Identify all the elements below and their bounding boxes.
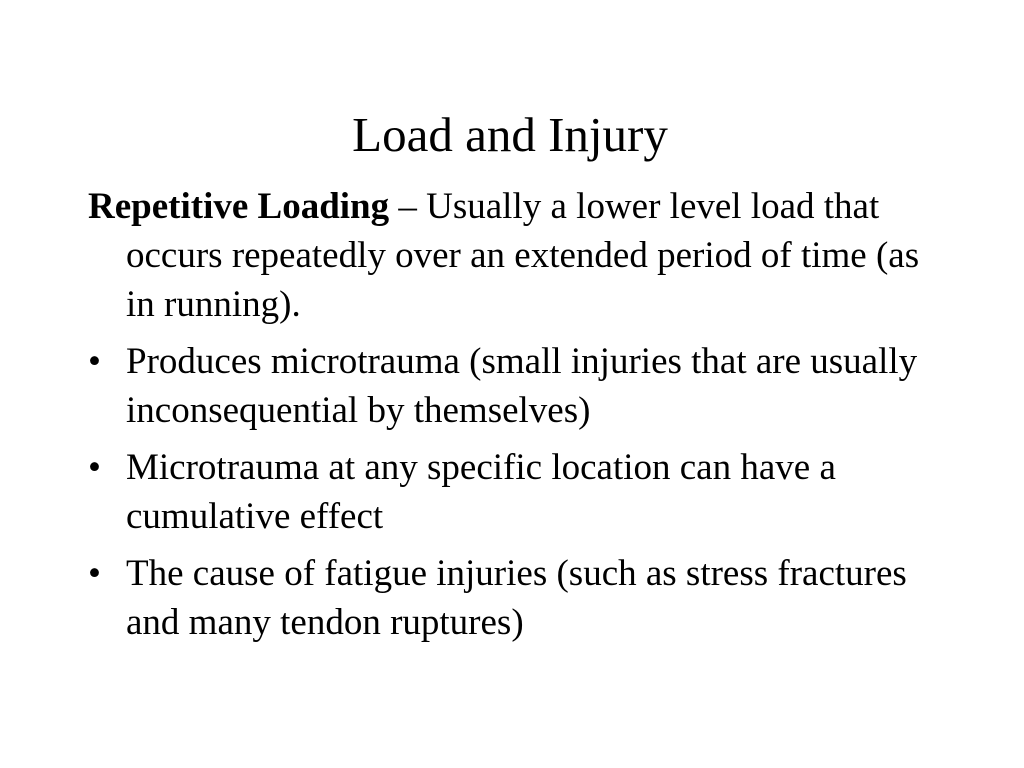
slide-body xyxy=(88,182,948,655)
bullet-marker: • xyxy=(88,341,101,382)
bullet-marker: • xyxy=(88,447,101,488)
bullet-marker: • xyxy=(88,553,101,594)
intro-definition: – Usually a lower level load that occurs repeatedly over an extended period of time (as in running). xyxy=(126,186,920,325)
bullet-item xyxy=(88,443,948,541)
intro-paragraph xyxy=(88,182,948,329)
bullet-item xyxy=(88,549,948,647)
intro-lead-term: Repetitive Loading xyxy=(88,186,390,227)
bullet-text: Produces microtrauma (small injuries that are usually inconsequential by themselves) xyxy=(126,341,918,431)
slide-title: Load and Injury xyxy=(352,107,668,162)
bullet-item xyxy=(88,337,948,435)
bullet-text: Microtrauma at any specific location can have a cumulative effect xyxy=(126,447,836,537)
bullet-text: The cause of fatigue injuries (such as stress fractures and many tendon ruptures) xyxy=(126,553,907,643)
